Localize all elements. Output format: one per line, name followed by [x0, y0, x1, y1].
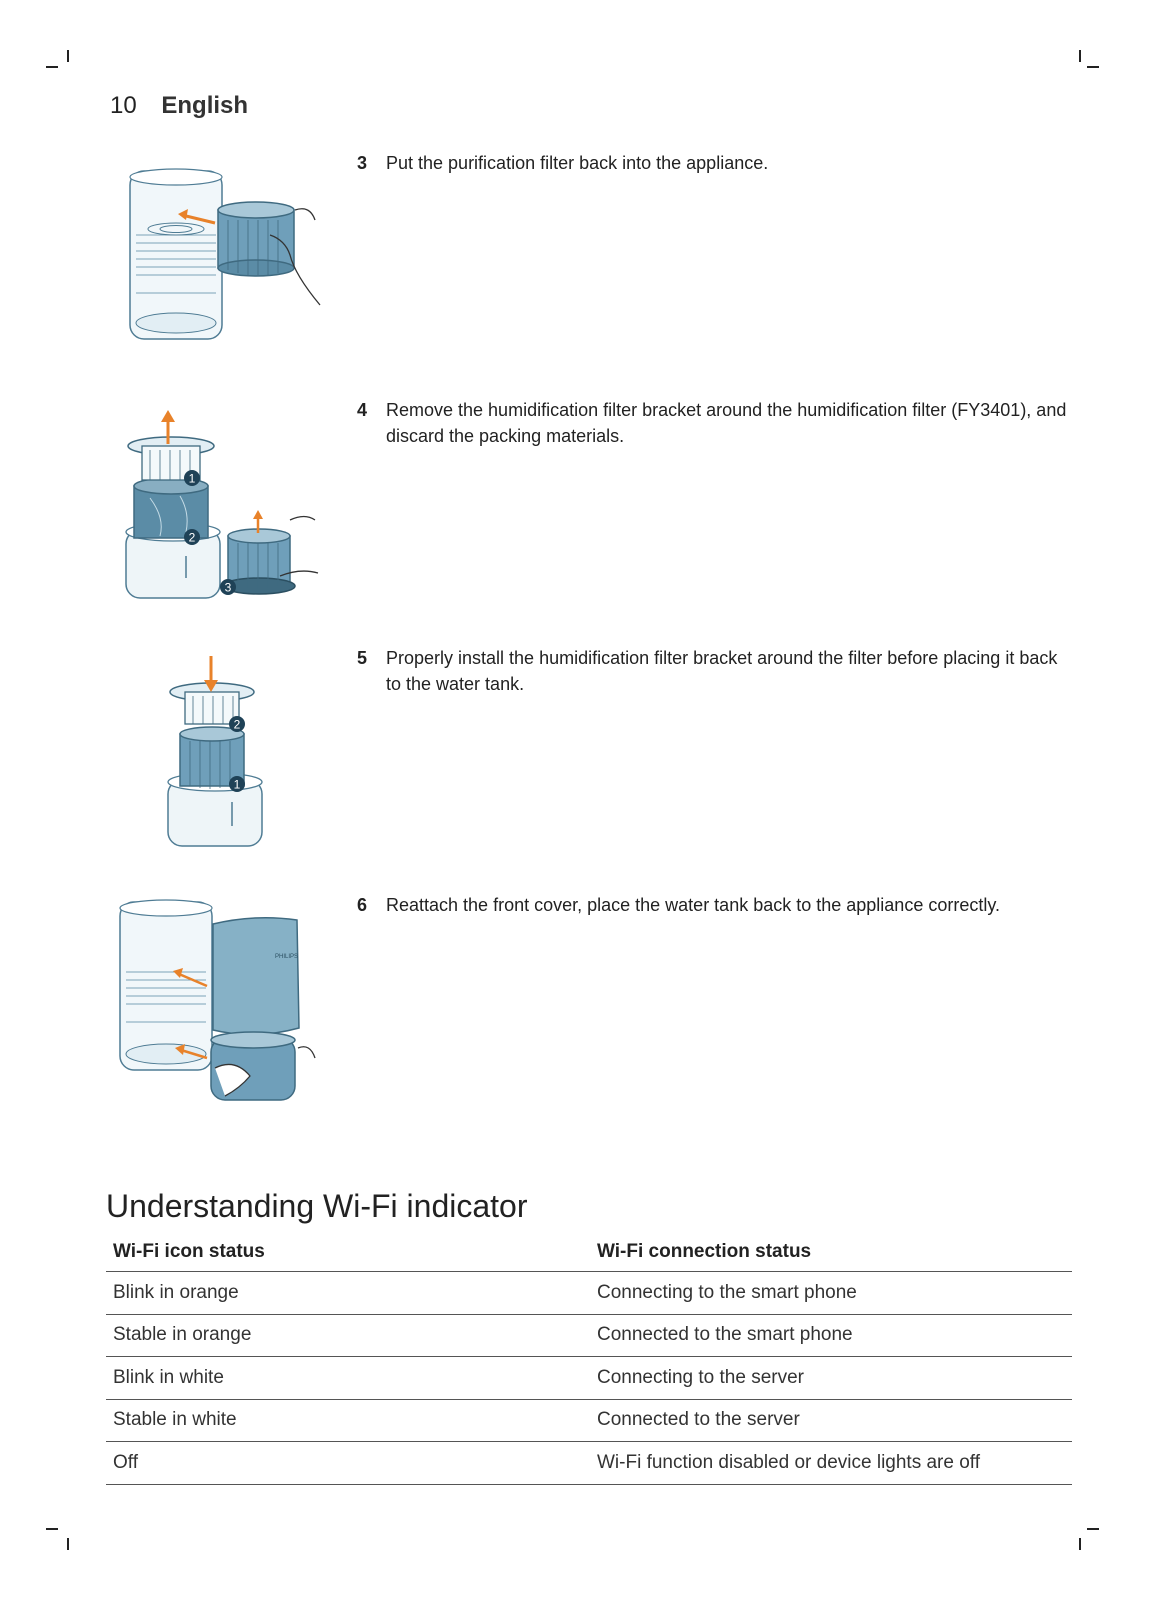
table-cell: Blink in orange [106, 1272, 590, 1315]
step-text: Reattach the front cover, place the water tank back to the appliance correctly. [386, 895, 1001, 915]
column-header-connection-status: Wi-Fi connection status [590, 1233, 1072, 1272]
step-number: 4 [357, 400, 368, 420]
table-row [106, 1357, 1072, 1400]
crop-mark-bottom-left-h [46, 1528, 58, 1530]
section-title: Understanding Wi-Fi indicator [106, 1188, 528, 1224]
step-3 [357, 150, 1077, 176]
step-text: Properly install the humidification filter bracket around the filter before placing it back to the water tank. [386, 648, 1058, 694]
badge-1: 1 [233, 777, 241, 792]
step-text: Remove the humidification filter bracket around the humidification filter (FY3401), and discard the packing materials. [386, 400, 1067, 446]
step-text: Put the purification filter back into the appliance. [386, 153, 769, 173]
badge-2: 2 [188, 530, 196, 545]
table-cell: Connecting to the smart phone [590, 1272, 1072, 1315]
page-number: 10 [110, 92, 137, 119]
page-header [110, 92, 248, 120]
table-cell: Connected to the server [590, 1399, 1072, 1442]
step-number: 6 [357, 895, 368, 915]
illustration-reattach-front-cover [115, 898, 325, 1108]
table-row [106, 1272, 1072, 1315]
crop-mark-top-left-h [46, 66, 58, 68]
table-cell: Off [106, 1442, 590, 1485]
page-language: English [161, 92, 249, 119]
crop-mark-bottom-right-v [1079, 1538, 1081, 1550]
table-cell: Blink in white [106, 1357, 590, 1400]
illustration-remove-filter-bracket [120, 408, 325, 603]
crop-mark-top-right-h [1087, 66, 1099, 68]
step-number: 3 [357, 153, 368, 173]
step-number: 5 [357, 648, 368, 668]
crop-mark-top-left-v [67, 50, 69, 62]
table-cell: Connected to the smart phone [590, 1314, 1072, 1357]
table-cell: Wi-Fi function disabled or device lights are off [590, 1442, 1072, 1485]
step-6 [357, 892, 1077, 918]
badge-3: 3 [224, 580, 232, 595]
table-cell: Stable in white [106, 1399, 590, 1442]
crop-mark-top-right-v [1079, 50, 1081, 62]
illustration-install-filter-bracket [160, 654, 280, 852]
badge-2: 2 [233, 717, 241, 732]
crop-mark-bottom-right-h [1087, 1528, 1099, 1530]
table-cell: Connecting to the server [590, 1357, 1072, 1400]
wifi-indicator-table [106, 1233, 1072, 1485]
brand-logo: PHILIPS [275, 954, 299, 960]
column-header-icon-status: Wi-Fi icon status [106, 1233, 590, 1272]
table-row [106, 1314, 1072, 1357]
table-row [106, 1399, 1072, 1442]
table-header-row [106, 1233, 1072, 1272]
table-row [106, 1442, 1072, 1485]
illustration-insert-purification-filter [120, 165, 325, 345]
step-5 [357, 645, 1077, 697]
crop-mark-bottom-left-v [67, 1538, 69, 1550]
step-4 [357, 397, 1077, 449]
badge-1: 1 [188, 471, 196, 486]
table-cell: Stable in orange [106, 1314, 590, 1357]
